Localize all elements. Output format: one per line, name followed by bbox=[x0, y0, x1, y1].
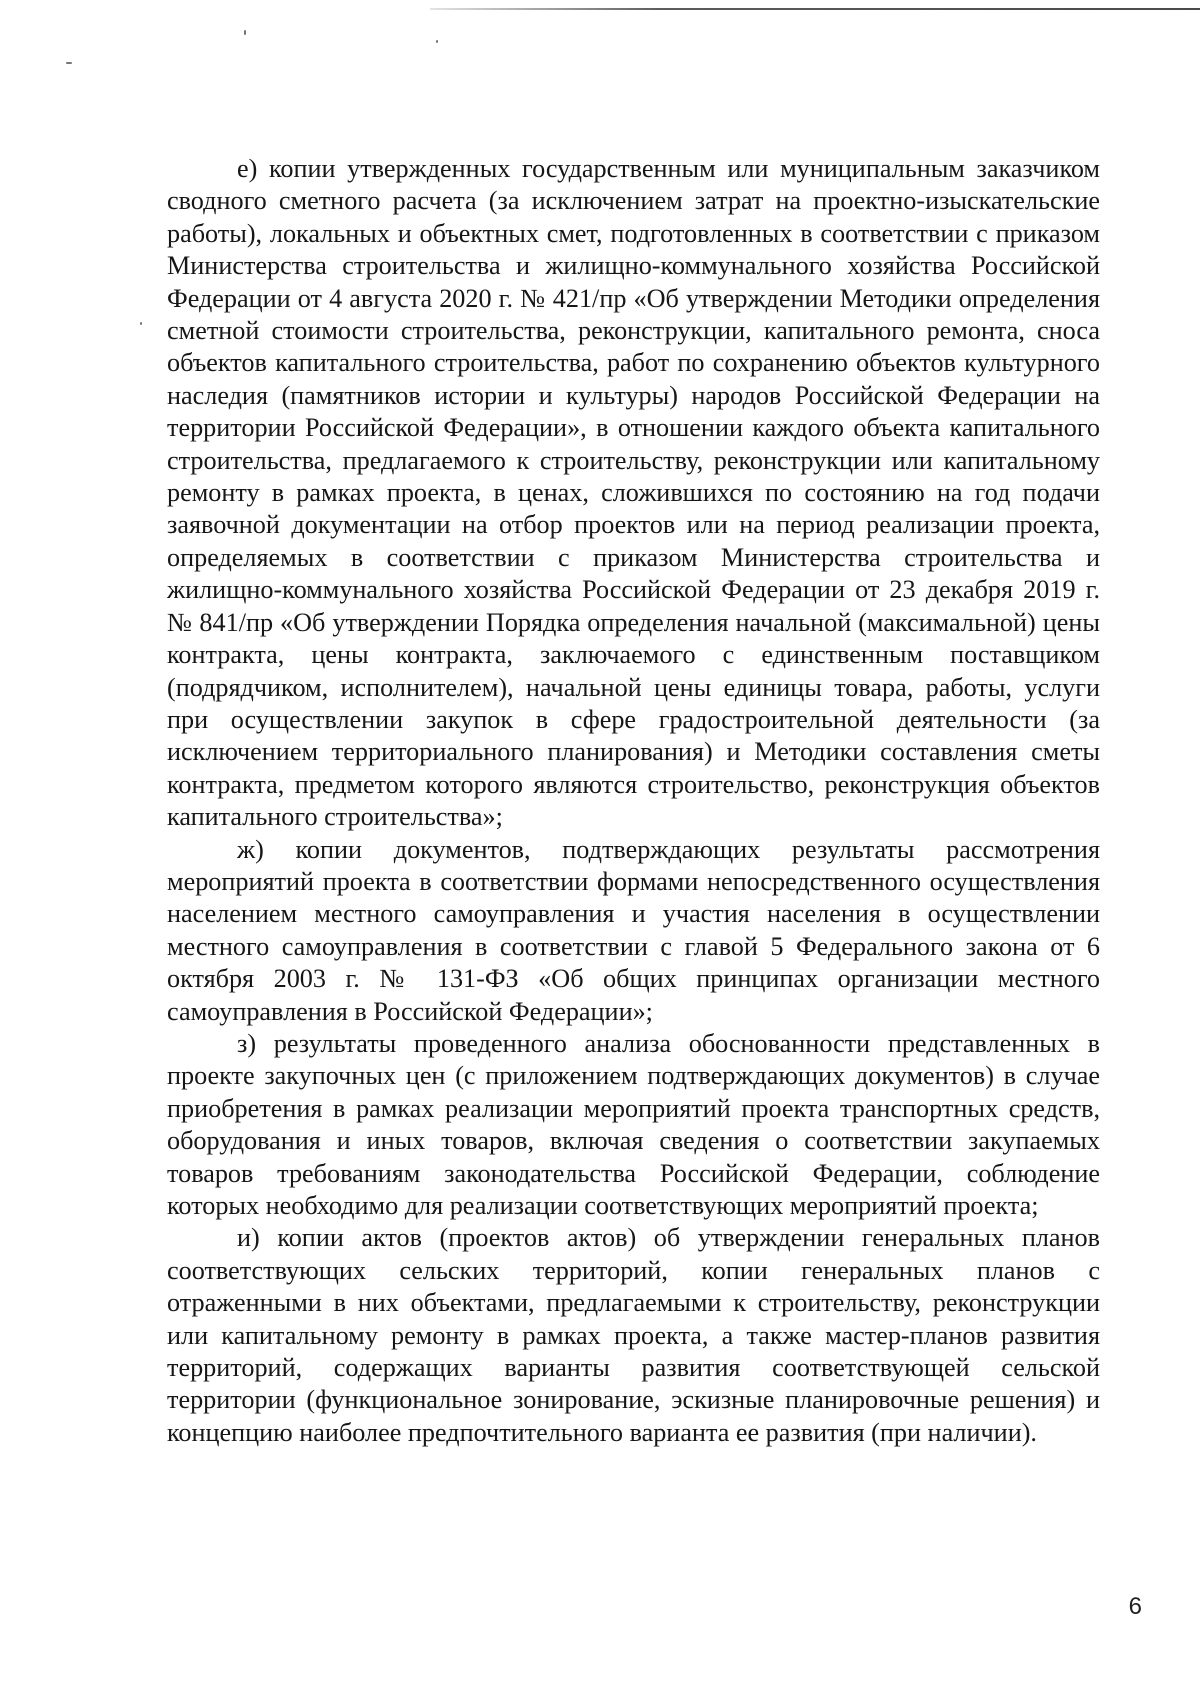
scan-speck bbox=[244, 30, 246, 35]
paragraph-e: е) копии утвержденных государственным или муниципальным заказчиком сводного сметного расчета (за исключением затрат на проектно-изыскательские работы), локальных и объектных смет, подготовленных в соответствии с приказом Министерства строительства и жилищно-коммунального хозяйства Российской Федерации от 4 августа 2020 г. № 421/пр «Об утверждении Методики определения сметной стоимости строительства, реконструкции, капитального ремонта, сноса объектов капитального строительства, работ по сохранению объектов культурного наследия (памятников истории и культуры) народов Российской Федерации на территории Российской Федерации», в отношении каждого объекта капитального строительства, предлагаемого к строительству, реконструкции или капитальному ремонту в рамках проекта, в ценах, сложившихся по состоянию на год подачи заявочной документации на отбор проектов или на период реализации проекта, определяемых в соответствии с приказом Министерства строительства и жилищно-коммунального хозяйства Российской Федерации от 23 декабря 2019 г. № 841/пр «Об утверждении Порядка определения начальной (максимальной) цены контракта, цены контракта, заключаемого с единственным поставщиком (подрядчиком, исполнителем), начальной цены единицы товара, работы, услуги при осуществлении закупок в сфере градостроительной деятельности (за исключением территориального планирования) и Методики составления сметы контракта, предметом которого являются строительство, реконструкция объектов капитального строительства»; bbox=[167, 154, 1100, 832]
paragraph-zh: ж) копии документов, подтверждающих результаты рассмотрения мероприятий проекта в соответствии формами непосредственного осуществления населением местного самоуправления и участия населения в осуществлении местного самоуправления в соответствии с главой 5 Федерального закона от 6 октября 2003 г. № 131-ФЗ «Об общих принципах организации местного самоуправления в Российской Федерации»; bbox=[167, 834, 1100, 1026]
document-body bbox=[167, 153, 1100, 1449]
scan-speck bbox=[66, 62, 72, 64]
paragraph-z: з) результаты проведенного анализа обоснованности представленных в проекте закупочных цен (с приложением подтверждающих документов) в случае приобретения в рамках реализации мероприятий проекта транспортных средств, оборудования и иных товаров, включая сведения о соответствии закупаемых товаров требованиям законодательства Российской Федерации, соблюдение которых необходимо для реализации соответствующих мероприятий проекта; bbox=[167, 1028, 1100, 1220]
scan-speck bbox=[140, 322, 142, 325]
scan-edge-line bbox=[430, 8, 1200, 10]
scan-speck bbox=[436, 40, 438, 43]
page-number: 6 bbox=[1128, 1593, 1142, 1620]
paragraph-i: и) копии актов (проектов актов) об утверждении генеральных планов соответствующих сельских территорий, копии генеральных планов с отраженными в них объектами, предлагаемыми к строительству, реконструкции или капитальному ремонту в рамках проекта, а также мастер-планов развития территорий, содержащих варианты развития соответствующей сельской территории (функциональное зонирование, эскизные планировочные решения) и концепцию наиболее предпочтительного варианта ее развития (при наличии). bbox=[167, 1223, 1100, 1447]
